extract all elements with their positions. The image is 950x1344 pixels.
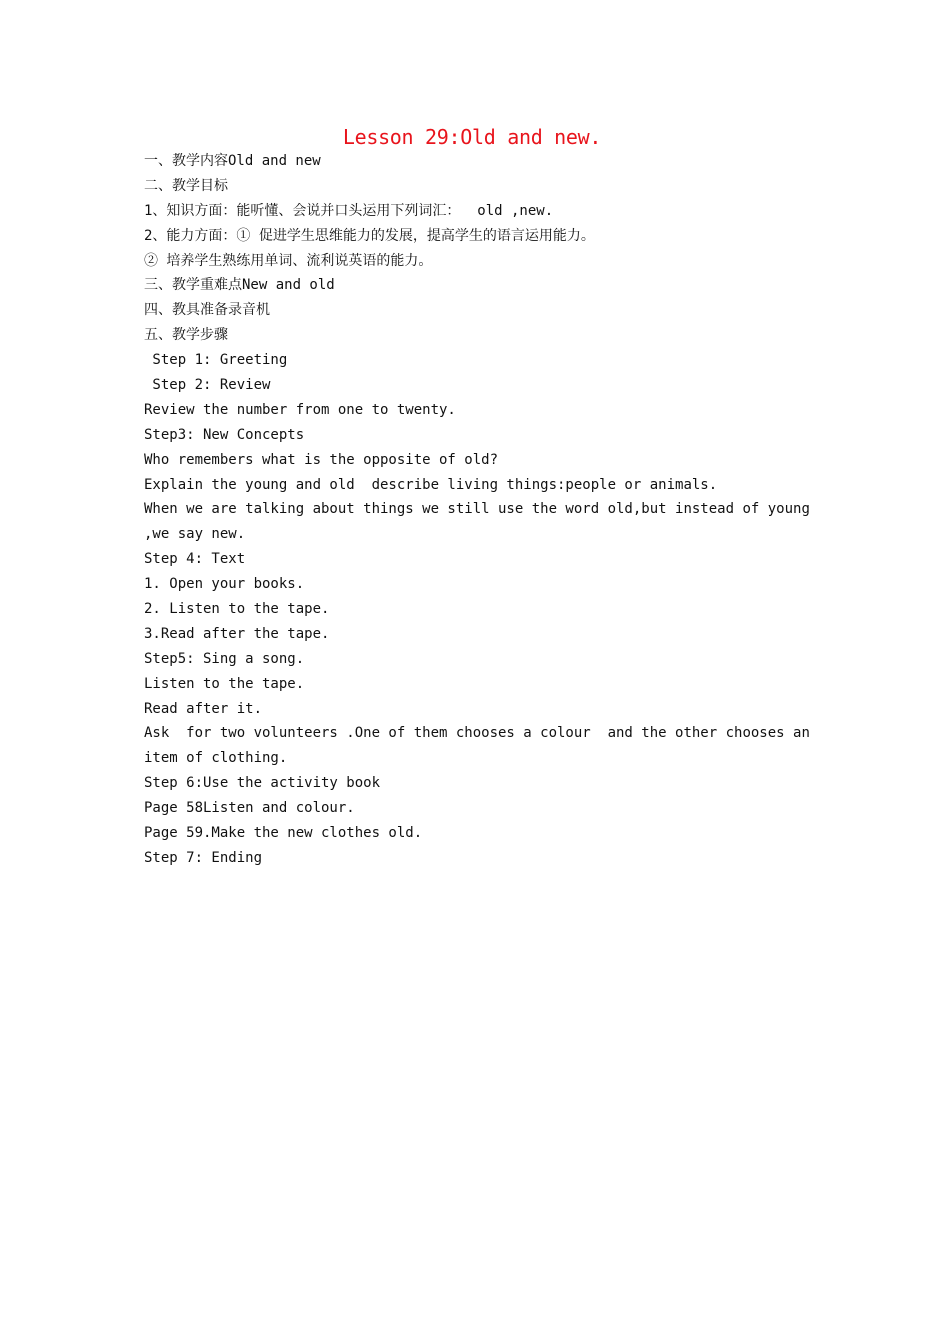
line-ability: 2、能力方面：① 促进学生思维能力的发展，提高学生的语言运用能力。: [144, 227, 595, 244]
line-ask: Ask for two volunteers .One of them chooses a colour and the other chooses an: [144, 725, 810, 742]
line-ability-2: ② 培养学生熟练用单词、流利说英语的能力。: [144, 252, 433, 269]
line-ask-cont: item of clothing.: [144, 750, 288, 767]
line-page-59: Page 59.Make the new clothes old.: [144, 825, 423, 842]
lesson-title: Lesson 29:Old and new.: [342, 125, 602, 149]
line-step-2: Step 2: Review: [144, 377, 271, 394]
line-step-3: Step3: New Concepts: [144, 426, 305, 443]
line-listen-2: Listen to the tape.: [144, 675, 305, 692]
line-listen: 2. Listen to the tape.: [144, 601, 330, 618]
lesson-body: [144, 149, 814, 871]
line-steps-heading: 五、教学步骤: [144, 327, 228, 344]
line-when: When we are talking about things we still use the word old,but instead of young: [144, 501, 810, 518]
line-objectives-heading: 二、教学目标: [144, 177, 228, 194]
line-open-books: 1. Open your books.: [144, 576, 305, 593]
line-key-points: 三、教学重难点New and old: [144, 277, 335, 294]
line-review: Review the number from one to twenty.: [144, 401, 456, 418]
line-step-5: Step5: Sing a song.: [144, 650, 305, 667]
line-when-cont: ,we say new.: [144, 526, 246, 543]
line-step-6: Step 6:Use the activity book: [144, 775, 381, 792]
line-read-after-it: Read after it.: [144, 700, 263, 717]
line-step-1: Step 1: Greeting: [144, 352, 288, 369]
line-page-58: Page 58Listen and colour.: [144, 800, 355, 817]
line-knowledge: 1、知识方面：能听懂、会说并口头运用下列词汇： old ,new.: [144, 202, 554, 219]
line-question: Who remembers what is the opposite of old?: [144, 451, 499, 468]
line-materials: 四、教具准备录音机: [144, 302, 270, 319]
line-read-after: 3.Read after the tape.: [144, 625, 330, 642]
line-step-7: Step 7: Ending: [144, 849, 263, 866]
line-content: 一、教学内容Old and new: [144, 153, 321, 169]
line-explain: Explain the young and old describe living things:people or animals.: [144, 476, 718, 493]
line-step-4: Step 4: Text: [144, 551, 246, 568]
